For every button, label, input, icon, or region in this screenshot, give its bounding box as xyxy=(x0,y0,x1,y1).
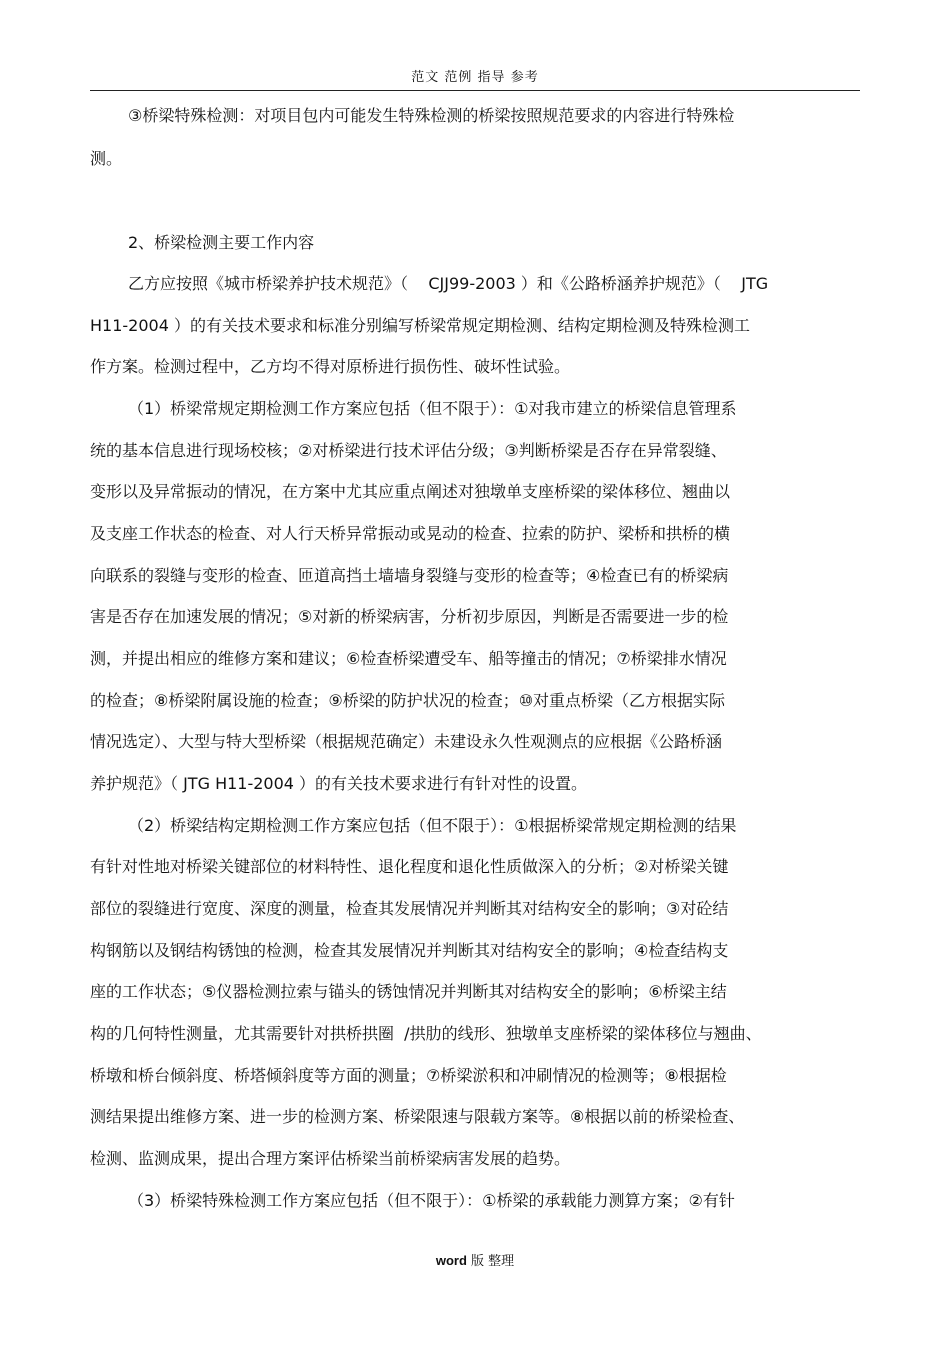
paragraph-line: 构的几何特性测量，尤其需要针对拱桥拱圈 /拱肋的线形、独墩单支座桥梁的梁体移位与翘曲、 xyxy=(90,1024,762,1043)
paragraph-line: 害是否存在加速发展的情况；⑤对新的桥梁病害，分析初步原因，判断是否需要进一步的检 xyxy=(90,607,729,626)
paragraph-line: 养护规范》（ JTG H11-2004 ）的有关技术要求进行有针对性的设置。 xyxy=(90,774,588,793)
paragraph-line: 测结果提出维修方案、进一步的检测方案、桥梁限速与限载方案等。⑧根据以前的桥梁检查、 xyxy=(90,1107,745,1126)
paragraph-line: ③桥梁特殊检测：对项目包内可能发生特殊检测的桥梁按照规范要求的内容进行特殊检 xyxy=(128,106,735,125)
paragraph-line: 测。 xyxy=(90,149,123,168)
paragraph-line: 座的工作状态；⑤仪器检测拉索与锚头的锈蚀情况并判断其对结构安全的影响；⑥桥梁主结 xyxy=(90,982,727,1001)
paragraph-line: 情况选定）、大型与特大型桥梁（根据规范确定）未建设永久性观测点的应根据《公路桥涵 xyxy=(90,732,723,751)
paragraph-line: 乙方应按照《城市桥梁养护技术规范》（ CJJ99-2003 ）和《公路桥涵养护规范》（ JTG xyxy=(128,274,769,293)
page-footer xyxy=(0,1250,950,1269)
footer-word: word xyxy=(435,1253,467,1268)
paragraph-line: 部位的裂缝进行宽度、深度的测量，检查其发展情况并判断其对结构安全的影响；③对砼结 xyxy=(90,899,729,918)
paragraph-line: 有针对性地对桥梁关键部位的材料特性、退化程度和退化性质做深入的分析；②对桥梁关键 xyxy=(90,857,729,876)
footer-label: 版 整理 xyxy=(466,1254,515,1269)
paragraph-line: 桥墩和桥台倾斜度、桥塔倾斜度等方面的测量；⑦桥梁淤积和冲刷情况的检测等；⑧根据检 xyxy=(90,1066,727,1085)
paragraph-line: 的检查；⑧桥梁附属设施的检查；⑨桥梁的防护状况的检查；⑩对重点桥梁（乙方根据实际 xyxy=(90,691,726,710)
paragraph-line: 构钢筋以及钢结构锈蚀的检测，检查其发展情况并判断其对结构安全的影响；④检查结构支 xyxy=(90,941,729,960)
paragraph-line: （3）桥梁特殊检测工作方案应包括（但不限于）：①桥梁的承载能力测算方案；②有针 xyxy=(128,1191,735,1210)
section-heading: 2、桥梁检测主要工作内容 xyxy=(128,233,315,252)
paragraph-line: 作方案。检测过程中，乙方均不得对原桥进行损伤性、破坏性试验。 xyxy=(90,357,571,376)
paragraph-line: （1）桥梁常规定期检测工作方案应包括（但不限于）：①对我市建立的桥梁信息管理系 xyxy=(128,399,737,418)
header-rule xyxy=(90,90,860,91)
paragraph-line: 统的基本信息进行现场校核；②对桥梁进行技术评估分级；③判断桥梁是否存在异常裂缝、 xyxy=(90,441,727,460)
paragraph-line: 变形以及异常振动的情况，在方案中尤其应重点阐述对独墩单支座桥梁的梁体移位、翘曲以 xyxy=(90,482,731,501)
page-header: 范文 范例 指导 参考 xyxy=(411,70,539,85)
paragraph-line: 测，并提出相应的维修方案和建议；⑥检查桥梁遭受车、船等撞击的情况；⑦桥梁排水情况 xyxy=(90,649,727,668)
paragraph-line: 向联系的裂缝与变形的检查、匝道高挡土墙墙身裂缝与变形的检查等；④检查已有的桥梁病 xyxy=(90,566,729,585)
paragraph-line: 及支座工作状态的检查、对人行天桥异常振动或晃动的检查、拉索的防护、梁桥和拱桥的横 xyxy=(90,524,731,543)
paragraph-line: 检测、监测成果，提出合理方案评估桥梁当前桥梁病害发展的趋势。 xyxy=(90,1149,571,1168)
paragraph-line: H11-2004 ）的有关技术要求和标准分别编写桥梁常规定期检测、结构定期检测及特殊检测工 xyxy=(90,316,750,335)
paragraph-line: （2）桥梁结构定期检测工作方案应包括（但不限于）：①根据桥梁常规定期检测的结果 xyxy=(128,816,737,835)
